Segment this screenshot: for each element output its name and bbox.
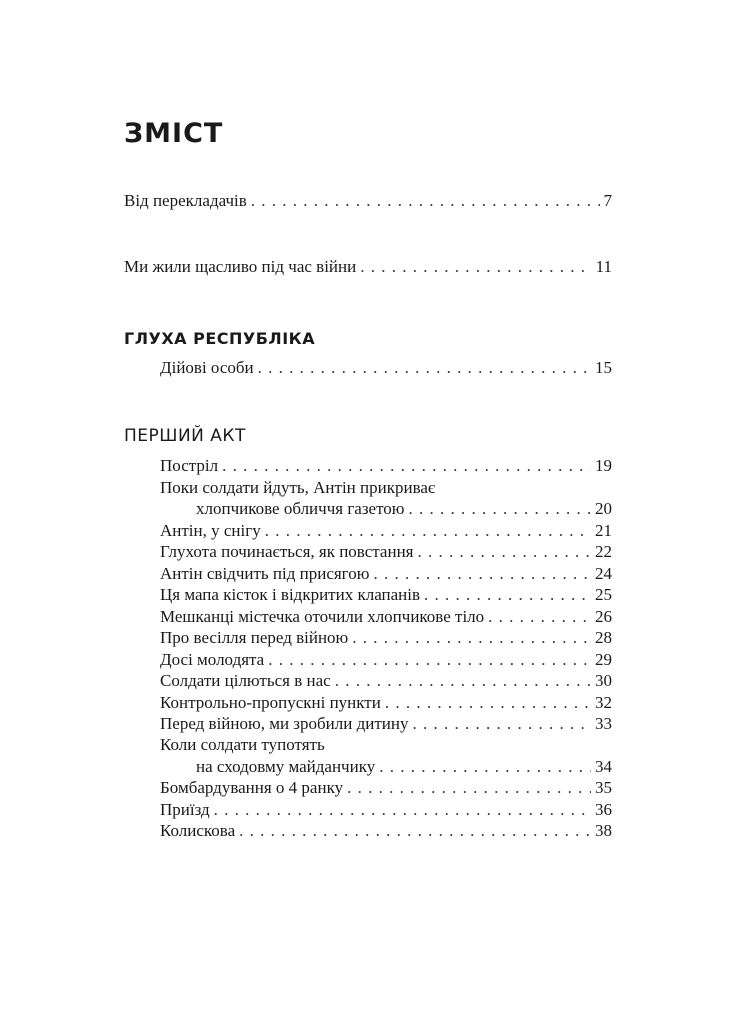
- leader-dots: [379, 756, 591, 778]
- toc-entry-title: Від перекладачів: [124, 191, 247, 210]
- leader-dots: [347, 777, 591, 799]
- leader-dots: [412, 713, 591, 735]
- toc-entry-title: Антін, у снігу: [160, 521, 261, 540]
- leader-dots: [251, 190, 600, 212]
- toc-entry[interactable]: [160, 692, 612, 714]
- toc-entry[interactable]: [160, 455, 612, 477]
- leader-dots: [352, 627, 591, 649]
- toc-entry[interactable]: [160, 799, 612, 821]
- toc-entry[interactable]: [160, 541, 612, 563]
- toc-entry-title-cont: хлопчикове обличчя газетою: [196, 499, 405, 518]
- toc-entry-title: Про весілля перед війною: [160, 628, 349, 647]
- leader-dots: [214, 799, 591, 821]
- toc-entry-title: Ця мапа кісток і відкритих клапанів: [160, 585, 421, 604]
- leader-dots: [373, 563, 591, 585]
- leader-dots: [488, 606, 591, 628]
- toc-entry[interactable]: [160, 627, 612, 649]
- leader-dots: [417, 541, 591, 563]
- toc-entry-page: 19: [595, 456, 612, 475]
- leader-dots: [222, 455, 591, 477]
- toc-entry[interactable]: [196, 756, 612, 778]
- toc-entry-page: 28: [595, 628, 612, 647]
- leader-dots: [268, 649, 591, 671]
- toc-entry-title-cont: на сходовму майданчику: [196, 757, 376, 776]
- toc-entry-page: 20: [595, 499, 612, 518]
- toc-entry-title: Ми жили щасливо під час війни: [124, 257, 357, 276]
- toc-entry-title: Колискова: [160, 821, 236, 840]
- leader-dots: [265, 520, 591, 542]
- toc-entry-page: 26: [595, 607, 612, 626]
- toc-entry[interactable]: [160, 670, 612, 692]
- toc-entry-page: 30: [595, 671, 612, 690]
- toc-entry-title: Бомбардування о 4 ранку: [160, 778, 344, 797]
- page-title: ЗМІСТ: [124, 118, 224, 149]
- toc-entry[interactable]: [160, 820, 612, 842]
- leader-dots: [385, 692, 591, 714]
- leader-dots: [335, 670, 591, 692]
- toc-entry[interactable]: [160, 520, 612, 542]
- toc-entry[interactable]: [160, 606, 612, 628]
- toc-entry-title: Солдати цілються в нас: [160, 671, 331, 690]
- toc-entry[interactable]: [196, 498, 612, 520]
- leader-dots: [239, 820, 591, 842]
- toc-entry[interactable]: [160, 563, 612, 585]
- toc-entry-title[interactable]: Поки солдати йдуть, Антін прикриває: [160, 478, 436, 497]
- leader-dots: [360, 256, 591, 278]
- toc-entry-page: 33: [595, 714, 612, 733]
- toc-entry-title: Приїзд: [160, 800, 210, 819]
- toc-entry-page: 24: [595, 564, 612, 583]
- toc-entry[interactable]: [160, 357, 612, 379]
- toc-entry-page: 34: [595, 757, 612, 776]
- toc-entry-title: Контрольно-пропускні пункти: [160, 693, 381, 712]
- toc-entry-page: 38: [595, 821, 612, 840]
- toc-entry[interactable]: [160, 584, 612, 606]
- toc-entry-title: Антін свідчить під присягою: [160, 564, 370, 583]
- toc-entry-title: Дійові особи: [160, 358, 254, 377]
- toc-entry[interactable]: [160, 777, 612, 799]
- toc-entry-title: Постріл: [160, 456, 219, 475]
- toc-entry-page: 32: [595, 693, 612, 712]
- toc-entry[interactable]: [124, 190, 612, 212]
- toc-entry-title: Мешканці містечка оточили хлопчикове тіло: [160, 607, 485, 626]
- toc-entry-page: 21: [595, 521, 612, 540]
- leader-dots: [424, 584, 591, 606]
- toc-entry-page: 29: [595, 650, 612, 669]
- section-heading: ГЛУХА РЕСПУБЛІКА: [124, 329, 316, 348]
- toc-entry-title: Глухота починається, як повстання: [160, 542, 414, 561]
- toc-entry[interactable]: [124, 256, 612, 278]
- toc-entry-page: 25: [595, 585, 612, 604]
- leader-dots: [409, 498, 591, 520]
- toc-entry[interactable]: [160, 649, 612, 671]
- toc-entry[interactable]: [160, 713, 612, 735]
- toc-entry-page: 11: [595, 257, 612, 276]
- toc-entry-title: Перед війною, ми зробили дитину: [160, 714, 409, 733]
- section-heading: ПЕРШИЙ АКТ: [124, 426, 246, 446]
- toc-entry-title[interactable]: Коли солдати тупотять: [160, 735, 325, 754]
- toc-entry-page: 35: [595, 778, 612, 797]
- toc-entry-page: 22: [595, 542, 612, 561]
- toc-entry-page: 15: [595, 358, 612, 377]
- leader-dots: [258, 357, 591, 379]
- toc-entry-title: Досі молодята: [160, 650, 265, 669]
- toc-entry-page: 7: [603, 191, 612, 210]
- toc-entry-page: 36: [595, 800, 612, 819]
